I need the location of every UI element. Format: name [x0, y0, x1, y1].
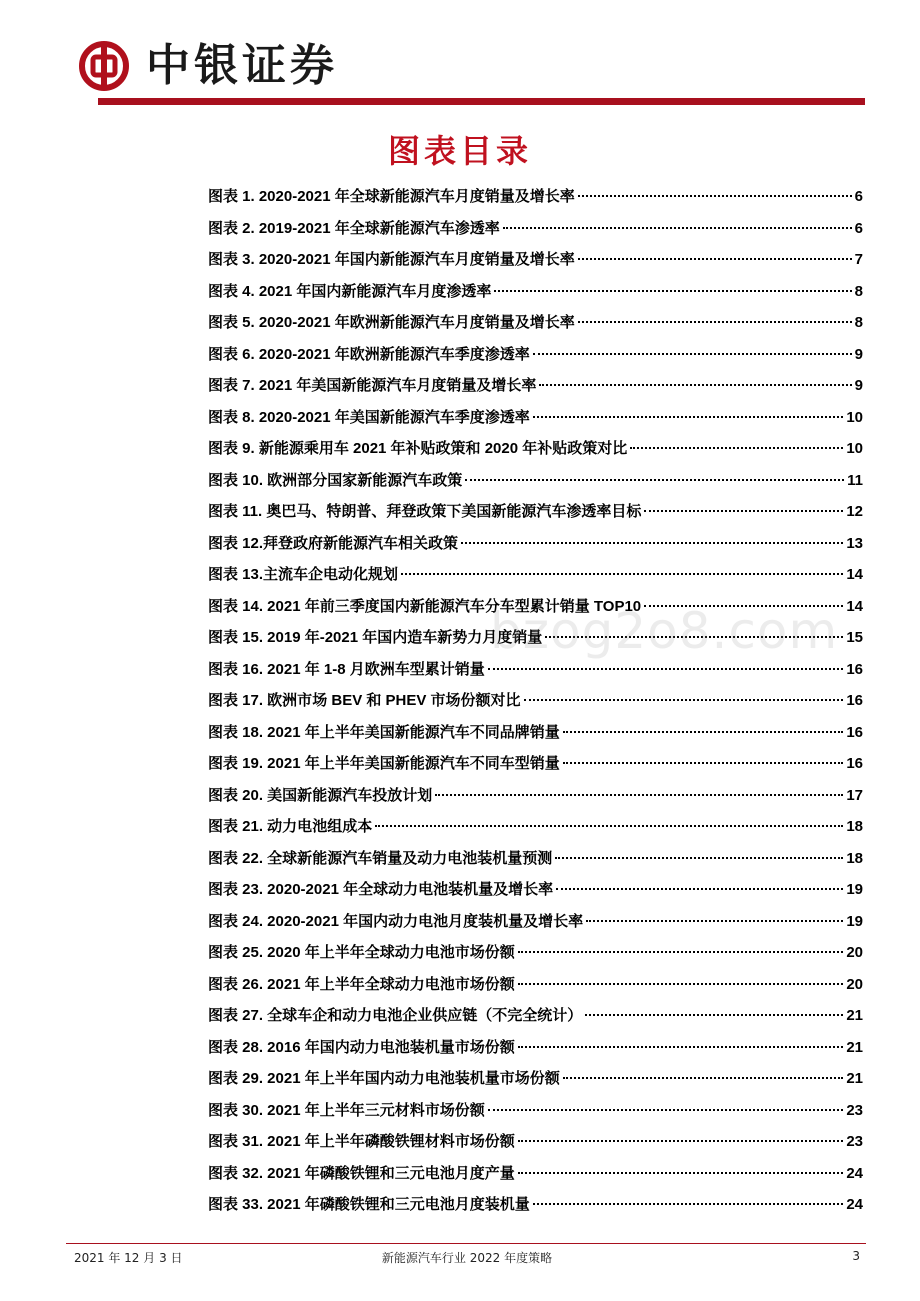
toc-dot-leader: [518, 1172, 844, 1174]
toc-entry-page[interactable]: 10: [846, 440, 863, 457]
toc-dot-leader: [401, 573, 843, 575]
toc-entry[interactable]: [208, 780, 863, 812]
toc-dot-leader: [578, 195, 852, 197]
toc-dot-leader: [524, 699, 844, 701]
toc-entry-label[interactable]: 图表 33. 2021 年磷酸铁锂和三元电池月度装机量: [208, 1196, 530, 1213]
toc-entry-page[interactable]: 6: [854, 219, 863, 237]
toc-entry-label[interactable]: 图表 13.主流车企电动化规划: [208, 566, 399, 583]
toc-entry-page[interactable]: 14: [846, 566, 863, 583]
toc-entry[interactable]: [208, 307, 863, 339]
toc-entry-label[interactable]: 图表 32. 2021 年磷酸铁锂和三元电池月度产量: [208, 1164, 515, 1182]
toc-dot-leader: [563, 1077, 844, 1079]
toc-entry[interactable]: [208, 370, 863, 402]
toc-entry[interactable]: [208, 1158, 863, 1190]
toc-dot-leader: [539, 384, 851, 386]
header-rule: [98, 98, 865, 105]
toc-entry[interactable]: [208, 1095, 863, 1127]
toc-entry-label[interactable]: 图表 24. 2020-2021 年国内动力电池月度装机量及增长率: [208, 912, 584, 930]
toc-entry-label[interactable]: 图表 26. 2021 年上半年全球动力电池市场份额: [208, 975, 515, 993]
toc-dot-leader: [518, 983, 844, 985]
toc-entry[interactable]: [208, 496, 863, 528]
toc-entry[interactable]: [208, 969, 863, 1001]
toc-entry-label[interactable]: 图表 9. 新能源乘用车 2021 年补贴政策和 2020 年补贴政策对比: [208, 440, 628, 457]
toc-dot-leader: [518, 1046, 844, 1048]
toc-entry-label[interactable]: 图表 27. 全球车企和动力电池企业供应链（不完全统计）: [208, 1007, 583, 1024]
toc-entry-page[interactable]: 16: [846, 660, 863, 678]
toc-dot-leader: [644, 510, 843, 512]
toc-entry-label[interactable]: 图表 7. 2021 年美国新能源汽车月度销量及增长率: [208, 377, 537, 394]
toc-entry-page[interactable]: 20: [846, 975, 863, 993]
toc-dot-leader: [488, 1109, 844, 1111]
toc-entry[interactable]: [208, 402, 863, 434]
toc-entry-label[interactable]: 图表 28. 2016 年国内动力电池装机量市场份额: [208, 1038, 515, 1056]
toc-dot-leader: [586, 920, 843, 922]
toc-entry[interactable]: [208, 339, 863, 371]
toc-entry-label[interactable]: 图表 5. 2020-2021 年欧洲新能源汽车月度销量及增长率: [208, 314, 575, 331]
toc-entry-label[interactable]: 图表 17. 欧洲市场 BEV 和 PHEV 市场份额对比: [208, 692, 521, 709]
toc-entry-label[interactable]: 图表 18. 2021 年上半年美国新能源汽车不同品牌销量: [208, 723, 560, 741]
toc-dot-leader: [578, 258, 852, 260]
toc-entry-page[interactable]: 17: [846, 786, 863, 804]
toc-dot-leader: [518, 1140, 844, 1142]
toc-entry-page[interactable]: 23: [846, 1133, 863, 1150]
toc-entry-label[interactable]: 图表 25. 2020 年上半年全球动力电池市场份额: [208, 944, 515, 961]
toc-entry-label[interactable]: 图表 8. 2020-2021 年美国新能源汽车季度渗透率: [208, 408, 530, 426]
toc-entry[interactable]: [208, 213, 863, 245]
toc-entry-page[interactable]: 7: [854, 251, 863, 268]
toc-entry[interactable]: [208, 276, 863, 308]
toc-entry-label[interactable]: 图表 14. 2021 年前三季度国内新能源汽车分车型累计销量 TOP10: [208, 597, 642, 615]
toc-entry-label[interactable]: 图表 10. 欧洲部分国家新能源汽车政策: [208, 471, 463, 489]
toc-entry-label[interactable]: 图表 4. 2021 年国内新能源汽车月度渗透率: [208, 282, 492, 300]
toc-dot-leader: [555, 857, 843, 859]
toc-entry-page[interactable]: 21: [846, 1070, 863, 1087]
toc-dot-leader: [488, 668, 844, 670]
watermark: bzog2o8.com: [490, 602, 839, 660]
toc-entry-label[interactable]: 图表 11. 奥巴马、特朗普、拜登政策下美国新能源汽车渗透率目标: [208, 503, 642, 520]
toc-entry-page[interactable]: 24: [846, 1164, 863, 1182]
toc-entry-page[interactable]: 14: [846, 597, 863, 615]
toc-entry[interactable]: [208, 1000, 863, 1032]
toc-entry[interactable]: [208, 843, 863, 875]
toc-entry[interactable]: [208, 1063, 863, 1095]
toc-entry-label[interactable]: 图表 20. 美国新能源汽车投放计划: [208, 786, 433, 804]
table-of-figures: [208, 181, 863, 1221]
toc-entry[interactable]: [208, 748, 863, 780]
toc-entry-label[interactable]: 图表 16. 2021 年 1-8 月欧洲车型累计销量: [208, 660, 485, 678]
footer-page-number: 3: [852, 1249, 860, 1263]
footer-rule: [66, 1243, 866, 1244]
toc-entry-page[interactable]: 11: [847, 471, 863, 489]
toc-dot-leader: [435, 794, 843, 796]
toc-dot-leader: [563, 762, 844, 764]
toc-entry[interactable]: [208, 465, 863, 497]
footer-date: 2021 年 12 月 3 日: [74, 1251, 183, 1265]
toc-entry[interactable]: [208, 528, 863, 560]
toc-dot-leader: [585, 1014, 843, 1016]
toc-entry-page[interactable]: 10: [846, 408, 863, 426]
toc-entry-label[interactable]: 图表 19. 2021 年上半年美国新能源汽车不同车型销量: [208, 755, 560, 772]
toc-entry[interactable]: [208, 685, 863, 717]
toc-entry-label[interactable]: 图表 29. 2021 年上半年国内动力电池装机量市场份额: [208, 1070, 560, 1087]
toc-entry-label[interactable]: 图表 22. 全球新能源汽车销量及动力电池装机量预测: [208, 849, 553, 867]
toc-entry-page[interactable]: 23: [846, 1101, 863, 1119]
toc-entry[interactable]: [208, 874, 863, 906]
footer-report-title: 新能源汽车行业 2022 年度策略: [381, 1251, 553, 1265]
toc-entry-label[interactable]: 图表 12.拜登政府新能源汽车相关政策: [208, 534, 459, 552]
toc-entry-page[interactable]: 9: [854, 345, 863, 363]
toc-entry-page[interactable]: 19: [846, 912, 863, 930]
toc-dot-leader: [578, 321, 852, 323]
toc-entry-page[interactable]: 6: [854, 188, 863, 205]
toc-entry-label[interactable]: 图表 15. 2019 年-2021 年国内造车新势力月度销量: [208, 629, 543, 646]
page-title: 图表目录: [387, 132, 532, 170]
toc-entry-page[interactable]: 16: [846, 755, 863, 772]
toc-entry[interactable]: [208, 433, 863, 465]
toc-dot-leader: [533, 1203, 844, 1205]
toc-entry[interactable]: [208, 559, 863, 591]
toc-entry[interactable]: [208, 906, 863, 938]
toc-dot-leader: [518, 951, 844, 953]
toc-entry-page[interactable]: 12: [846, 503, 863, 520]
toc-entry[interactable]: [208, 811, 863, 843]
toc-entry-label[interactable]: 图表 31. 2021 年上半年磷酸铁锂材料市场份额: [208, 1133, 515, 1150]
toc-entry-page[interactable]: 15: [846, 629, 863, 646]
toc-entry[interactable]: [208, 181, 863, 213]
toc-entry[interactable]: [208, 1189, 863, 1221]
toc-entry-page[interactable]: 24: [846, 1196, 863, 1213]
toc-entry-page[interactable]: 16: [846, 723, 863, 741]
toc-dot-leader: [503, 227, 852, 229]
toc-dot-leader: [533, 416, 844, 418]
toc-entry-label[interactable]: 图表 30. 2021 年上半年三元材料市场份额: [208, 1101, 485, 1119]
toc-entry[interactable]: [208, 1126, 863, 1158]
toc-entry-page[interactable]: 18: [846, 818, 863, 835]
toc-entry[interactable]: [208, 937, 863, 969]
toc-entry-page[interactable]: 21: [846, 1038, 863, 1056]
toc-dot-leader: [556, 888, 843, 890]
toc-entry[interactable]: [208, 717, 863, 749]
toc-entry-page[interactable]: 18: [846, 849, 863, 867]
toc-dot-leader: [494, 290, 851, 292]
toc-entry-label[interactable]: 图表 21. 动力电池组成本: [208, 818, 373, 835]
toc-entry-page[interactable]: 21: [846, 1007, 863, 1024]
toc-entry-label[interactable]: 图表 1. 2020-2021 年全球新能源汽车月度销量及增长率: [208, 188, 575, 205]
toc-entry-label[interactable]: 图表 23. 2020-2021 年全球动力电池装机量及增长率: [208, 881, 554, 898]
toc-dot-leader: [563, 731, 844, 733]
toc-dot-leader: [533, 353, 852, 355]
toc-entry-page[interactable]: 8: [854, 314, 863, 331]
bank-of-china-logo-icon: [78, 40, 130, 92]
toc-entry-label[interactable]: 图表 3. 2020-2021 年国内新能源汽车月度销量及增长率: [208, 251, 575, 268]
toc-entry-page[interactable]: 13: [846, 534, 863, 552]
toc-dot-leader: [465, 479, 844, 481]
toc-dot-leader: [630, 447, 843, 449]
toc-entry-page[interactable]: 8: [854, 282, 863, 300]
page-header: [0, 0, 920, 110]
toc-entry[interactable]: [208, 1032, 863, 1064]
toc-dot-leader: [375, 825, 843, 827]
toc-entry-label[interactable]: 图表 2. 2019-2021 年全球新能源汽车渗透率: [208, 219, 500, 237]
toc-entry-label[interactable]: 图表 6. 2020-2021 年欧洲新能源汽车季度渗透率: [208, 345, 530, 363]
toc-entry[interactable]: [208, 244, 863, 276]
brand-name: 中银证券: [146, 40, 338, 91]
toc-entry-page[interactable]: 16: [846, 692, 863, 709]
toc-entry-page[interactable]: 9: [854, 377, 863, 394]
toc-dot-leader: [461, 542, 843, 544]
toc-entry-page[interactable]: 20: [846, 944, 863, 961]
toc-entry-page[interactable]: 19: [846, 881, 863, 898]
page-footer: [74, 1249, 860, 1269]
